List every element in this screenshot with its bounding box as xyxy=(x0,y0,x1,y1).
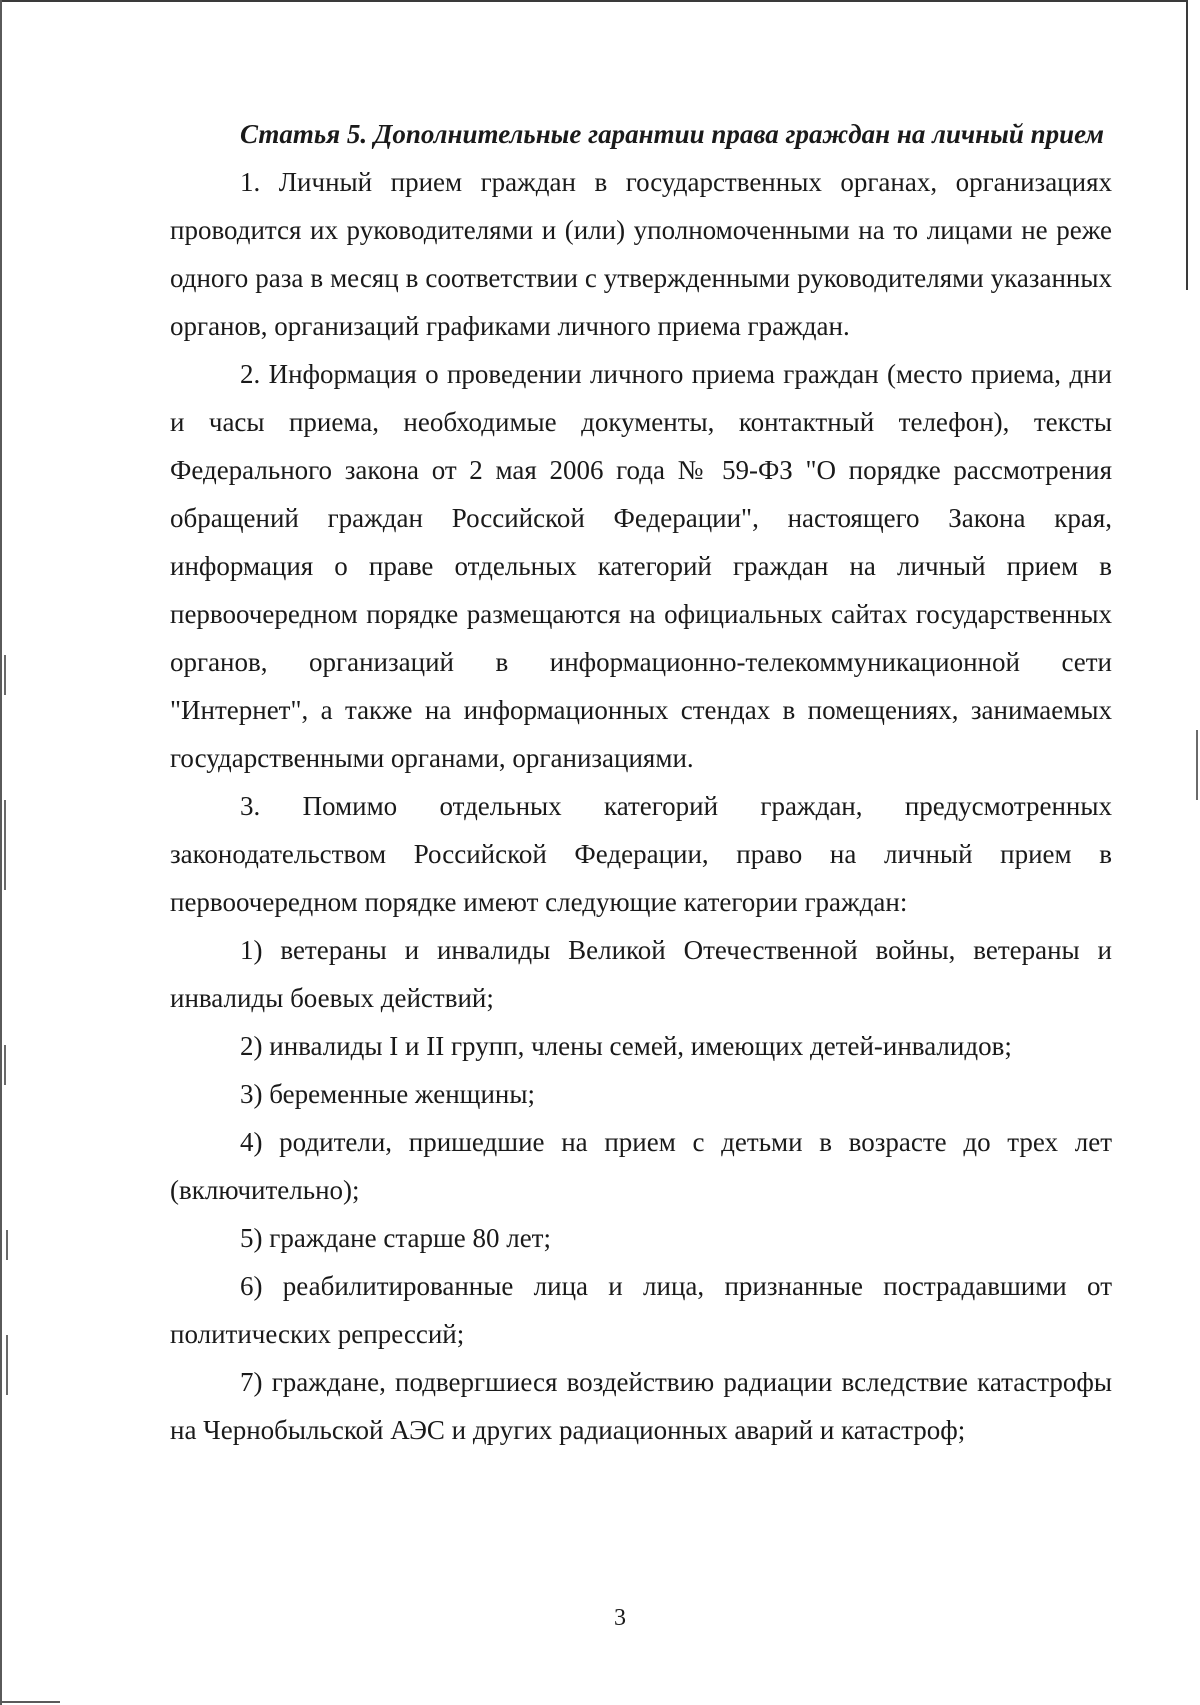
scan-edge-right xyxy=(1186,0,1188,290)
scan-edge-bottom xyxy=(0,1701,60,1703)
scan-mark xyxy=(6,1230,8,1260)
scan-edge-top xyxy=(0,0,1188,2)
list-item: 3) беременные женщины; xyxy=(240,1079,535,1109)
list-item: 2) инвалиды I и II групп, члены семей, имеющих детей-инвалидов; xyxy=(240,1031,1012,1061)
scan-mark xyxy=(4,655,6,695)
scan-mark xyxy=(4,800,6,890)
list-item: 1) ветераны и инвалиды Великой Отечественной войны, ветераны и инвалиды боевых действий; xyxy=(170,935,1112,1013)
scan-mark xyxy=(1196,730,1198,800)
list-item: 6) реабилитированные лица и лица, признанные пострадавшими от политических репрессий; xyxy=(170,1271,1112,1349)
list-item: 4) родители, пришедшие на прием с детьми в возрасте до трех лет (включительно); xyxy=(170,1127,1112,1205)
list-item: 5) граждане старше 80 лет; xyxy=(240,1223,551,1253)
list-item: 7) граждане, подвергшиеся воздействию радиации вследствие катастрофы на Чернобыльской АЭС и других радиационных аварий и катастроф; xyxy=(170,1367,1112,1445)
scan-edge-left xyxy=(0,0,2,1705)
document-body xyxy=(170,110,1112,1454)
article-heading: Статья 5. Дополнительные гарантии права граждан на личный прием xyxy=(240,119,1104,149)
paragraph-2: 2. Информация о проведении личного приема граждан (место приема, дни и часы приема, необходимые документы, контактный телефон), тексты Федерального закона от 2 мая 2006 года № 59-ФЗ "О порядке рассмотрения обращений граждан Российской Федерации", настоящего Закона края, информация о праве отдельных категорий граждан на личный прием в первоочередном порядке размещаются на официальных сайтах государственных органов, организаций в информационно-телекоммуникационной сети "Интернет", а также на информационных стендах в помещениях, занимаемых государственными органами, организациями. xyxy=(170,359,1112,773)
scan-mark xyxy=(4,1045,6,1085)
scan-mark xyxy=(6,1335,8,1395)
page-number: 3 xyxy=(614,1605,626,1631)
paragraph-3: 3. Помимо отдельных категорий граждан, предусмотренных законодательством Российской Федерации, право на личный прием в первоочередном порядке имеют следующие категории граждан: xyxy=(170,791,1112,917)
paragraph-1: 1. Личный прием граждан в государственных органах, организациях проводится их руководителями и (или) уполномоченными на то лицами не реже одного раза в месяц в соответствии с утвержденными руководителями указанных органов, организаций графиками личного приема граждан. xyxy=(170,167,1112,341)
